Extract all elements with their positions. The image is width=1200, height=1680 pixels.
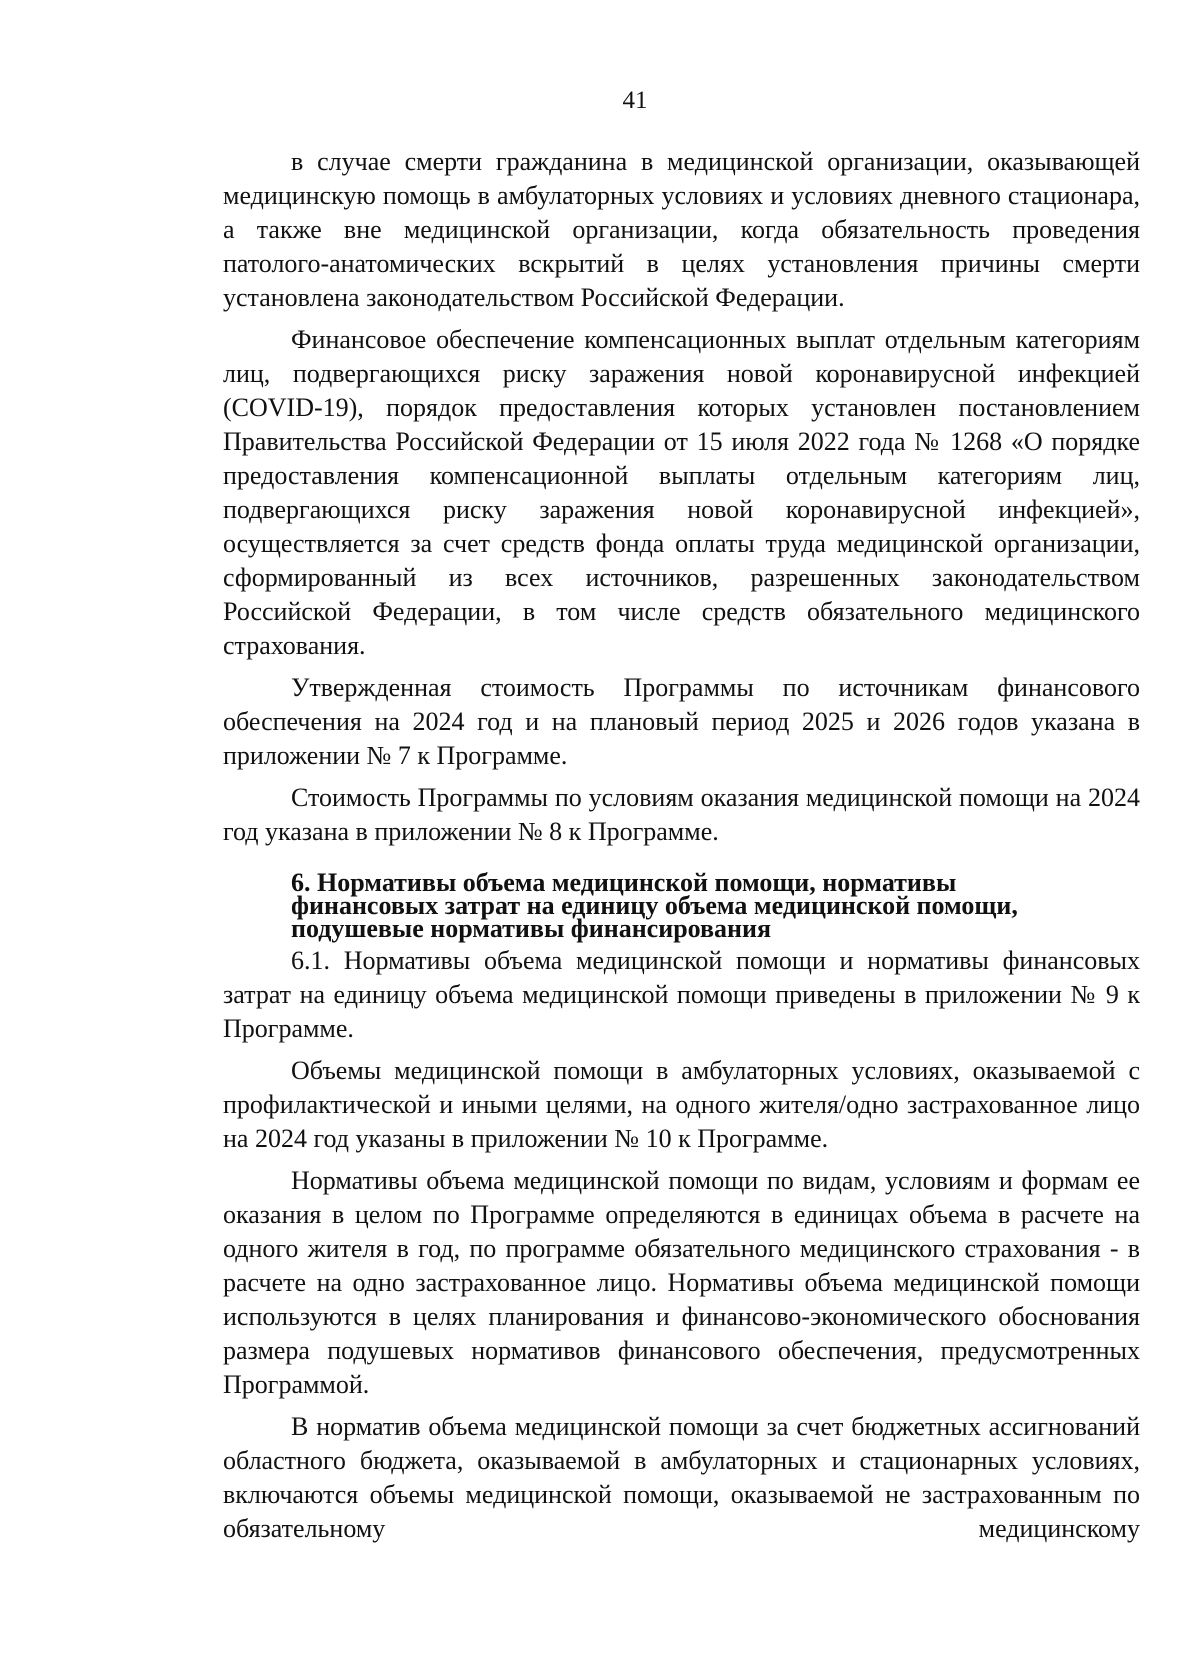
paragraph-ambulatory-volumes: Объемы медицинской помощи в амбулаторных условиях, оказываемой с профилактической и иными целями, на одного жителя/одно застрахованное лицо на 2024 год указаны в приложении № 10 к Программе. [223, 1056, 1140, 1153]
document-body [223, 145, 1140, 1554]
section-heading-line-2: финансовых затрат на единицу объема медицинской помощи, [291, 891, 1018, 920]
section-heading-line-1: 6. Нормативы объема медицинской помощи, нормативы [291, 868, 957, 897]
paragraph-approved-cost: Утвержденная стоимость Программы по источникам финансового обеспечения на 2024 год и на плановый период 2025 и 2026 годов указана в приложении № 7 к Программе. [223, 673, 1140, 770]
paragraph-6-1: 6.1. Нормативы объема медицинской помощи и нормативы финансовых затрат на единицу объема медицинской помощи приведены в приложении № 9 к Программе. [223, 946, 1140, 1043]
page-number: 41 [622, 87, 648, 114]
paragraph-budget-norm: В норматив объема медицинской помощи за счет бюджетных ассигнований областного бюджета, оказываемой в амбулаторных и стационарных условиях, включаются объемы медицинской помощи, оказываемой не застрахованным по обязательному медицинскому [223, 1412, 1140, 1543]
section-heading [223, 868, 1140, 943]
paragraph-compensation-payments: Финансовое обеспечение компенсационных выплат отдельным категориям лиц, подвергающихся риску заражения новой коронавирусной инфекцией (COVID-19), порядок предоставления которых установлен постановлением Правительства Российской Федерации от 15 июля 2022 года № 1268 «О порядке предоставления компенсационной выплаты отдельным категориям лиц, подвергающихся риску заражения новой коронавирусной инфекцией», осуществляется за счет средств фонда оплаты труда медицинской организации, сформированный из всех источников, разрешенных законодательством Российской Федерации, в том числе средств обязательного медицинского страхования. [223, 325, 1140, 660]
paragraph-volume-norms: Нормативы объема медицинской помощи по видам, условиям и формам ее оказания в целом по Программе определяются в единицах объема в расчете на одного жителя в год, по программе обязательного медицинского страхования - в расчете на одно застрахованное лицо. Нормативы объема медицинской помощи используются в целях планирования и финансово-экономического обоснования размера подушевых нормативов финансового обеспечения, предусмотренных Программой. [223, 1166, 1140, 1399]
paragraph-program-cost: Стоимость Программы по условиям оказания медицинской помощи на 2024 год указана в приложении № 8 к Программе. [223, 783, 1140, 846]
paragraph-death-case: в случае смерти гражданина в медицинской организации, оказывающей медицинскую помощь в амбулаторных условиях и условиях дневного стационара, а также вне медицинской организации, когда обязательность проведения патолого-анатомических вскрытий в целях установления причины смерти установлена законодательством Российской Федерации. [223, 147, 1140, 312]
section-heading-line-3: подушевые нормативы финансирования [291, 914, 772, 943]
